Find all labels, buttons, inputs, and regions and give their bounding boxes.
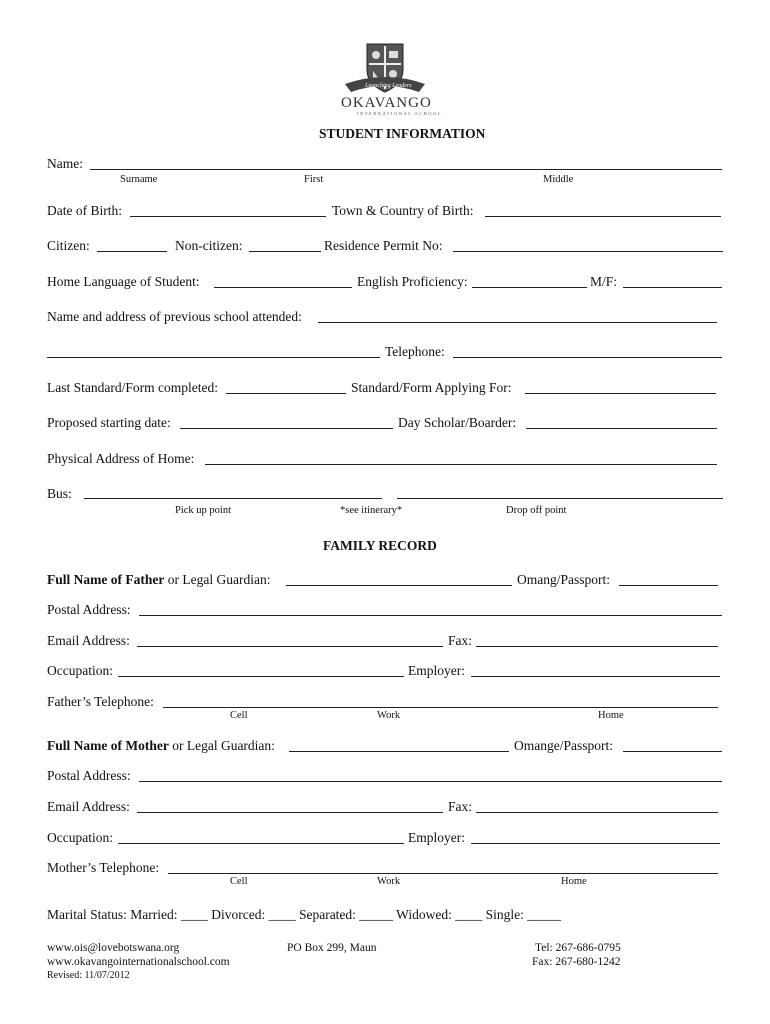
father-telephone-field[interactable] (163, 707, 718, 708)
father-employer-label: Employer: (408, 663, 465, 678)
father-name-rest: or Legal Guardian: (167, 572, 271, 587)
gender-field[interactable] (623, 287, 722, 288)
mother-email-label: Email Address: (47, 799, 130, 814)
mother-employer-label: Employer: (408, 830, 465, 845)
english-field[interactable] (472, 287, 587, 288)
father-fax-field[interactable] (476, 646, 718, 647)
mother-postal-label: Postal Address: (47, 768, 131, 783)
start-date-field[interactable] (180, 428, 393, 429)
father-work-caption: Work (377, 710, 401, 721)
gender-label: M/F: (590, 274, 618, 289)
last-standard-field[interactable] (226, 393, 346, 394)
bus-label: Bus: (47, 486, 72, 501)
start-date-label: Proposed starting date: (47, 415, 171, 430)
father-email-label: Email Address: (47, 633, 130, 648)
father-postal-field[interactable] (139, 615, 722, 616)
father-name-field[interactable] (286, 585, 512, 586)
family-record-title: FAMILY RECORD (323, 538, 437, 553)
marital-status-line: Marital Status: Married: ____ Divorced: ____ Separated: _____ Widowed: ____ Single: _____ (47, 907, 562, 922)
applying-standard-label: Standard/Form Applying For: (351, 380, 512, 395)
school-name: OKAVANGO (341, 95, 432, 111)
father-occupation-field[interactable] (118, 676, 404, 677)
dob-label: Date of Birth: (47, 203, 122, 218)
mother-cell-caption: Cell (230, 876, 248, 887)
dropoff-caption: Drop off point (506, 505, 567, 516)
first-caption: First (304, 174, 324, 185)
mother-name-bold: Full Name of Mother (47, 738, 169, 753)
father-cell-caption: Cell (230, 710, 248, 721)
home-address-field[interactable] (205, 464, 717, 465)
last-standard-label: Last Standard/Form completed: (47, 380, 218, 395)
mother-work-caption: Work (377, 876, 401, 887)
mother-fax-field[interactable] (476, 812, 718, 813)
language-label: Home Language of Student: (47, 274, 200, 289)
itinerary-caption: *see itinerary* (340, 505, 403, 516)
mother-postal-field[interactable] (139, 781, 722, 782)
mother-occupation-field[interactable] (118, 843, 404, 844)
name-label: Name: (47, 156, 83, 171)
language-field[interactable] (214, 287, 352, 288)
father-employer-field[interactable] (471, 676, 720, 677)
pickup-caption: Pick up point (175, 505, 232, 516)
citizen-field[interactable] (97, 251, 167, 252)
father-email-field[interactable] (137, 646, 443, 647)
noncitizen-label: Non-citizen: (175, 238, 243, 253)
father-postal-label: Postal Address: (47, 602, 131, 617)
scholar-boarder-label: Day Scholar/Boarder: (398, 415, 517, 430)
page-title: STUDENT INFORMATION (319, 126, 486, 141)
dropoff-field[interactable] (397, 498, 723, 499)
dob-field[interactable] (130, 216, 326, 217)
father-home-caption: Home (598, 710, 624, 721)
noncitizen-field[interactable] (249, 251, 321, 252)
name-field[interactable] (90, 169, 722, 170)
town-country-field[interactable] (485, 216, 721, 217)
previous-school-field[interactable] (318, 322, 717, 323)
telephone-label: Telephone: (385, 344, 445, 359)
footer-revised: Revised: 11/07/2012 (47, 970, 130, 981)
permit-label: Residence Permit No: (324, 238, 443, 253)
surname-caption: Surname (120, 174, 158, 185)
previous-school-field-2[interactable] (47, 357, 380, 358)
mother-employer-field[interactable] (471, 843, 720, 844)
father-name-label (47, 572, 270, 588)
middle-caption: Middle (543, 174, 574, 185)
mother-occupation-label: Occupation: (47, 830, 113, 845)
mother-omang-label: Omange/Passport: (514, 738, 613, 753)
father-omang-field[interactable] (619, 585, 718, 586)
mother-home-caption: Home (561, 876, 587, 887)
footer-website: www.okavangointernationalschool.com (47, 956, 230, 968)
mother-telephone-field[interactable] (168, 873, 718, 874)
father-occupation-label: Occupation: (47, 663, 113, 678)
home-address-label: Physical Address of Home: (47, 451, 195, 466)
father-fax-label: Fax: (448, 633, 473, 648)
footer-email: www.ois@lovebotswana.org (47, 942, 180, 954)
scholar-boarder-field[interactable] (526, 428, 717, 429)
permit-field[interactable] (453, 251, 723, 252)
father-omang-label: Omang/Passport: (517, 572, 610, 587)
school-subtitle: INTERNATIONAL SCHOOL (357, 111, 442, 116)
mother-name-label (47, 738, 275, 754)
previous-school-label: Name and address of previous school attended: (47, 309, 302, 324)
father-name-bold: Full Name of Father (47, 572, 165, 587)
town-country-label: Town & Country of Birth: (332, 203, 474, 218)
english-label: English Proficiency: (357, 274, 468, 289)
mother-telephone-label: Mother’s Telephone: (47, 860, 160, 875)
logo-motto: Launching Leaders (365, 83, 412, 89)
pickup-field[interactable] (84, 498, 382, 499)
footer-tel: Tel: 267-686-0795 (535, 942, 621, 954)
telephone-field[interactable] (453, 357, 722, 358)
mother-fax-label: Fax: (448, 799, 473, 814)
footer-pobox: PO Box 299, Maun (287, 942, 377, 954)
father-telephone-label: Father’s Telephone: (47, 694, 154, 709)
mother-omang-field[interactable] (623, 751, 722, 752)
mother-name-rest: or Legal Guardian: (172, 738, 275, 753)
mother-name-field[interactable] (289, 751, 509, 752)
mother-email-field[interactable] (137, 812, 443, 813)
applying-standard-field[interactable] (525, 393, 716, 394)
citizen-label: Citizen: (47, 238, 90, 253)
footer-fax: Fax: 267-680-1242 (532, 956, 621, 968)
